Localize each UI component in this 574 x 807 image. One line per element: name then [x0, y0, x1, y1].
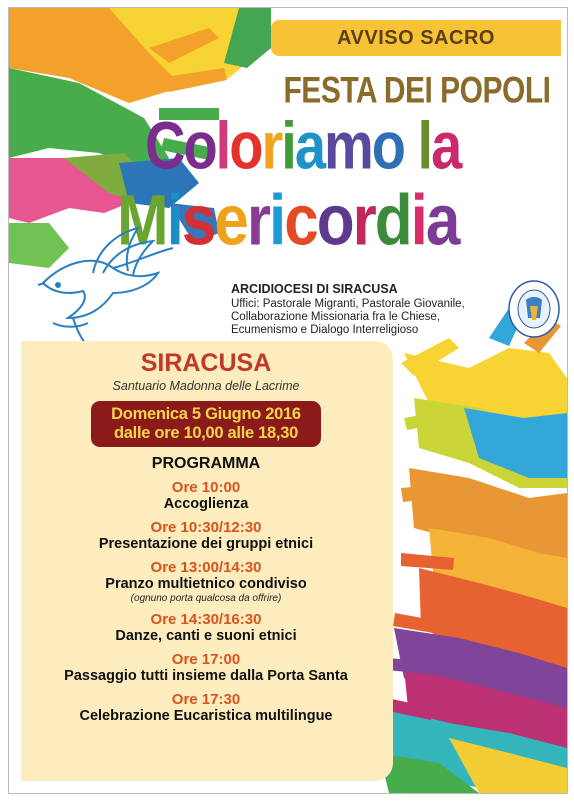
title-letter: o: [229, 107, 262, 183]
program-time: Ore 13:00/14:30: [150, 559, 262, 576]
program-item: [25, 559, 387, 605]
title-letter: r: [352, 181, 375, 261]
title-letter: r: [261, 107, 282, 183]
event-date: Domenica 5 Giugno 2016: [111, 405, 301, 423]
program-activity: Passaggio tutti insieme dalla Porta Santa: [64, 668, 348, 684]
title-letter: m: [323, 107, 372, 183]
program-time: Ore 17:00: [171, 651, 241, 668]
date-box: [91, 401, 321, 447]
title-letter: [404, 112, 418, 179]
title-letter: i: [281, 107, 295, 183]
title-letter: i: [166, 181, 182, 261]
title-line-1: [145, 107, 461, 183]
avviso-sacro-badge: AVVISO SACRO: [271, 20, 561, 56]
title-letter: a: [431, 107, 461, 183]
program-time: Ore 10:00: [171, 479, 241, 496]
diocese-office-line: Uffici: Pastorale Migranti, Pastorale Giovanile,: [231, 298, 465, 310]
program-time: Ore 14:30/16:30: [150, 611, 262, 628]
city-name: SIRACUSA: [140, 349, 272, 377]
title-letter: M: [117, 181, 167, 261]
title-letter: r: [246, 181, 269, 261]
title-letter: l: [215, 107, 230, 183]
program-column: [25, 351, 387, 725]
title-letter: o: [316, 181, 353, 261]
jubilee-logo: [506, 278, 562, 340]
program-item: [25, 519, 387, 553]
program-activity: Presentazione dei gruppi etnici: [98, 536, 314, 552]
title-letter: o: [371, 107, 404, 183]
poster: [8, 7, 568, 794]
program-time: Ore 10:30/12:30: [150, 519, 262, 536]
event-name: FESTA DEI POPOLI: [283, 70, 551, 112]
program-time: Ore 17:30: [171, 691, 241, 708]
title-letter: e: [214, 181, 247, 261]
diocese-office-line: Collaborazione Missionaria fra le Chiese,: [231, 311, 441, 323]
title-letter: s: [181, 181, 215, 261]
program-activity: Pranzo multietnico condiviso: [105, 576, 307, 592]
venue-name: Santuario Madonna delle Lacrime: [112, 379, 300, 393]
program-activity: Accoglienza: [163, 496, 249, 512]
title-letter: a: [294, 107, 324, 183]
title-letter: i: [410, 181, 426, 261]
event-hours: dalle ore 10,00 alle 18,30: [114, 424, 298, 442]
program-item: [25, 479, 387, 513]
title-letter: d: [374, 181, 411, 261]
program-activity: Danze, canti e suoni etnici: [115, 628, 297, 644]
title-letter: a: [425, 181, 459, 261]
program-item: [25, 691, 387, 725]
diocese-office-line: Ecumenismo e Dialogo Interreligioso: [231, 324, 419, 336]
title-letter: C: [145, 107, 184, 183]
diocese-block: [231, 283, 531, 337]
title-letter: c: [284, 181, 317, 261]
title-letter: o: [183, 107, 216, 183]
program-item: [25, 611, 387, 645]
diocese-name: ARCIDIOCESI DI SIRACUSA: [231, 282, 398, 296]
title-letter: i: [269, 181, 285, 261]
program-item: [25, 651, 387, 685]
title-letter: l: [417, 107, 432, 183]
program-activity: Celebrazione Eucaristica multilingue: [79, 708, 333, 724]
program-note: (ognuno porta qualcosa da offrire): [130, 593, 282, 604]
program-title: PROGRAMMA: [151, 455, 261, 472]
